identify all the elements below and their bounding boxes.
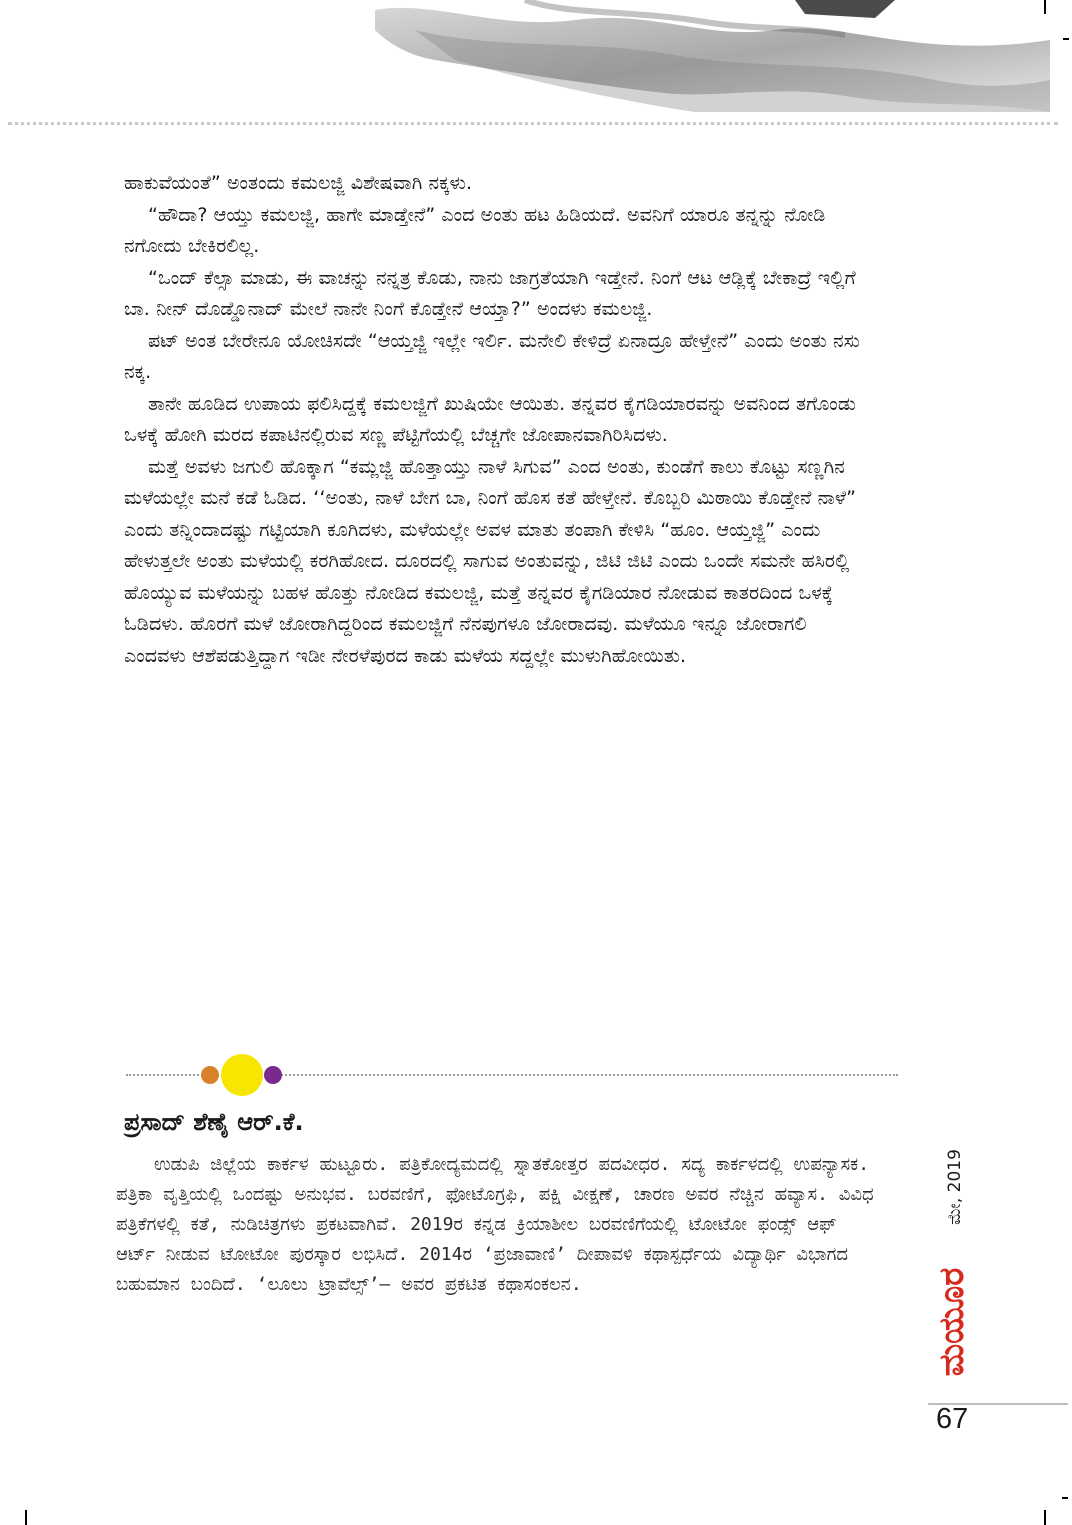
magazine-name: ಮಯೂರ bbox=[932, 1267, 972, 1377]
crop-mark bbox=[1044, 0, 1046, 14]
orange-dot bbox=[201, 1066, 219, 1084]
crop-mark bbox=[1044, 1510, 1046, 1525]
crop-mark bbox=[25, 1510, 27, 1525]
story-paragraph: ಹಾಕುವೆಯಂತೆ” ಅಂತಂದು ಕಮಲಜ್ಜಿ ವಿಶೇಷವಾಗಿ ನಕ್ಕಳು. bbox=[124, 172, 473, 194]
crop-mark bbox=[1062, 1497, 1068, 1499]
purple-dot bbox=[264, 1066, 282, 1084]
story-body bbox=[124, 168, 874, 672]
issue-date-text: ಮೇ, 2019 bbox=[945, 1149, 965, 1225]
story-paragraph: “ಒಂದ್ ಕೆಲ್ಸಾ ಮಾಡು, ಈ ವಾಚನ್ನು ನನ್ನತ್ರ ಕೊಡು, ನಾನು ಜಾಗ್ರತೆಯಾಗಿ ಇಡ್ತೇನೆ. ನಿಂಗೆ ಆಟ ಆಡ್ಲಿಕ್ಕೆ ಬೇಕಾದ್ರೆ ಇಲ್ಲಿಗೆ ಬಾ. ನೀನ್ ದೊಡ್ಡೊನಾದ್ ಮೇಲೆ ನಾನೇ ನಿಂಗೆ ಕೊಡ್ತೇನೆ ಆಯ್ತಾ?” ಅಂದಳು ಕಮಲಜ್ಜಿ. bbox=[124, 266, 856, 320]
author-bio bbox=[116, 1150, 876, 1300]
author-name: ಪ್ರಸಾದ್ ಶೆಣೈ ಆರ್.ಕೆ. bbox=[124, 1108, 304, 1136]
page-number: 67 bbox=[936, 1403, 969, 1435]
story-paragraph: ಮತ್ತೆ ಅವಳು ಜಗುಲಿ ಹೊಕ್ಕಾಗ “ಕಮ್ಲಜ್ಜಿ ಹೊತ್ತಾಯ್ತು ನಾಳೆ ಸಿಗುವ” ಎಂದ ಅಂತು, ಕುಂಡೆಗೆ ಕಾಲು ಕೊಟ್ಟು ಸಣ್ಣಗಿನ ಮಳೆಯಲ್ಲೇ ಮನೆ ಕಡೆ ಓಡಿದ. ‘‘ಅಂತು, ನಾಳೆ ಬೇಗ ಬಾ, ನಿಂಗೆ ಹೊಸ ಕತೆ ಹೇಳ್ತೇನೆ. ಕೊಬ್ಬರಿ ಮಿಠಾಯಿ ಕೊಡ್ತೇನೆ ನಾಳೆ” ಎಂದು ತನ್ನಿಂದಾದಷ್ಟು ಗಟ್ಟಿಯಾಗಿ ಕೂಗಿದಳು, ಮಳೆಯಲ್ಲೇ ಅವಳ ಮಾತು ತಂಪಾಗಿ ಕೇಳಿಸಿ “ಹೂಂ. ಆಯ್ತಜ್ಜಿ” ಎಂದು ಹೇಳುತ್ತಲೇ ಅಂತು ಮಳೆಯಲ್ಲಿ ಕರಗಿಹೋದ. ದೂರದಲ್ಲಿ ಸಾಗುವ ಅಂತುವನ್ನು, ಜಿಟಿ ಜಿಟಿ ಎಂದು ಒಂದೇ ಸಮನೇ ಹಸಿರಲ್ಲಿ ಹೊಯ್ಯುವ ಮಳೆಯನ್ನು ಬಹಳ ಹೊತ್ತು ನೋಡಿದ ಕಮಲಜ್ಜಿ, ಮತ್ತೆ ತನ್ನವರ ಕೈಗಡಿಯಾರ ನೋಡುವ ಕಾತರದಿಂದ ಒಳಕ್ಕೆ ಓಡಿದಳು. ಹೊರಗೆ ಮಳೆ ಜೋರಾಗಿದ್ದರಿಂದ ಕಮಲಜ್ಜಿಗೆ ನೆನಪುಗಳೂ ಜೋರಾದವು. ಮಳೆಯೂ ಇನ್ನೂ ಜೋರಾಗಲಿ ಎಂದವಳು ಆಶೆಪಡುತ್ತಿದ್ದಾಗ ಇಡೀ ನೇರಳೆಪುರದ ಕಾಡು ಮಳೆಯ ಸದ್ದಲ್ಲೇ ಮುಳುಗಿಹೋಯಿತು. bbox=[124, 455, 857, 667]
story-paragraph: ತಾನೇ ಹೂಡಿದ ಉಪಾಯ ಫಲಿಸಿದ್ದಕ್ಕೆ ಕಮಲಜ್ಜಿಗೆ ಖುಷಿಯೇ ಆಯಿತು. ತನ್ನವರ ಕೈಗಡಿಯಾರವನ್ನು ಅವನಿಂದ ತಗೊಂಡು ಒಳಕ್ಕೆ ಹೋಗಿ ಮರದ ಕಪಾಟಿನಲ್ಲಿರುವ ಸಣ್ಣ ಪೆಟ್ಟಿಗೆಯಲ್ಲಿ ಬೆಚ್ಚಗೇ ಜೋಪಾನವಾಗಿರಿಸಿದಳು. bbox=[124, 392, 857, 446]
yellow-dot bbox=[221, 1054, 263, 1096]
issue-date bbox=[945, 1132, 965, 1242]
story-paragraph: “ಹೌದಾ? ಆಯ್ತು ಕಮಲಜ್ಜಿ, ಹಾಗೇ ಮಾಡ್ತೇನೆ” ಎಂದ ಅಂತು ಹಟ ಹಿಡಿಯದೆ. ಅವನಿಗೆ ಯಾರೂ ತನ್ನನ್ನು ನೋಡಿ ನಗೋದು ಬೇಕಿರಲಿಲ್ಲ. bbox=[124, 203, 826, 257]
magazine-logo bbox=[932, 1258, 972, 1386]
crop-mark bbox=[1063, 38, 1069, 40]
header-dotted-rule bbox=[8, 122, 1058, 125]
story-paragraph: ಪಟ್ ಅಂತ ಬೇರೇನೂ ಯೋಚಿಸದೇ “ಆಯ್ತಜ್ಜಿ ಇಲ್ಲೇ ಇರ್ಲಿ. ಮನೇಲಿ ಕೇಳಿದ್ರೆ ಏನಾದ್ರೂ ಹೇಳ್ತೇನೆ” ಎಂದು ಅಂತು ನಸು ನಕ್ಕ. bbox=[124, 329, 860, 383]
author-bio-text: ಉಡುಪಿ ಜಿಲ್ಲೆಯ ಕಾರ್ಕಳ ಹುಟ್ಟೂರು. ಪತ್ರಿಕೋದ್ಯಮದಲ್ಲಿ ಸ್ನಾತಕೋತ್ತರ ಪದವೀಧರ. ಸದ್ಯ ಕಾರ್ಕಳದಲ್ಲಿ ಉಪನ್ಯಾಸಕ. ಪತ್ರಿಕಾ ವೃತ್ತಿಯಲ್ಲಿ ಒಂದಷ್ಟು ಅನುಭವ. ಬರವಣಿಗೆ, ಫೋಟೊಗ್ರಫಿ, ಪಕ್ಷಿ ವೀಕ್ಷಣೆ, ಚಾರಣ ಅವರ ನೆಚ್ಚಿನ ಹವ್ಯಾಸ. ವಿವಿಧ ಪತ್ರಿಕೆಗಳಲ್ಲಿ ಕತೆ, ನುಡಿಚಿತ್ರಗಳು ಪ್ರಕಟವಾಗಿವೆ. 2019ರ ಕನ್ನಡ ಕ್ರಿಯಾಶೀಲ ಬರವಣಿಗೆಯಲ್ಲಿ ಟೋಟೋ ಫಂಡ್ಸ್ ಆಫ್ ಆರ್ಟ್ ನೀಡುವ ಟೋಟೋ ಪುರಸ್ಕಾರ ಲಭಿಸಿದೆ. 2014ರ ‘ಪ್ರಜಾವಾಣಿ’ ದೀಪಾವಳಿ ಕಥಾಸ್ಪರ್ಧೆಯ ವಿದ್ಯಾರ್ಥಿ ವಿಭಾಗದ ಬಹುಮಾನ ಬಂದಿದೆ. ‘ಲೂಲು ಟ್ರಾವೆಲ್ಸ್’– ಅವರ ಪ್ರಕಟಿತ ಕಥಾಸಂಕಲನ. bbox=[116, 1154, 874, 1295]
header-ink-illustration bbox=[375, 0, 1050, 112]
